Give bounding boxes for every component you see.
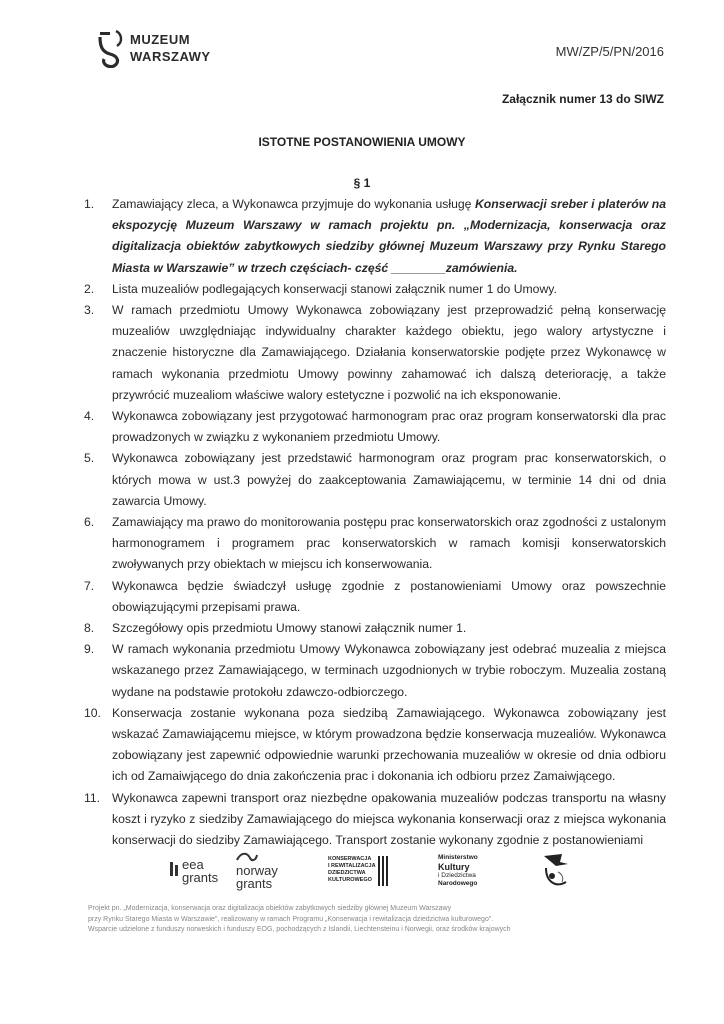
- norway-line1: norway: [236, 863, 278, 878]
- konserwacja-line1: KONSERWACJA: [328, 856, 372, 862]
- eea-flags-icon: [170, 862, 180, 876]
- clause-text: Wykonawca będzie świadczył usługę zgodnie z postanowieniami Umowy oraz powszechnie obowiązującymi przepisami prawa.: [112, 578, 666, 614]
- clause-item: [84, 703, 666, 788]
- logo-line2: WARSZAWY: [130, 49, 211, 64]
- clause-number: 1.: [84, 197, 95, 211]
- konserwacja-line3: DZIEDZICTWA: [328, 870, 366, 876]
- clause-item: [84, 279, 666, 300]
- clause-item: [84, 194, 666, 279]
- clause-number: 3.: [84, 303, 95, 318]
- konserwacja-bars-icon: [378, 856, 388, 886]
- clause-item: [84, 406, 666, 448]
- clause-text: Lista muzealiów podlegających konserwacji stanowi: [112, 281, 396, 296]
- clause-text: W ramach wykonania przedmiotu Umowy Wykonawca zobowiązany jest odebrać muzealia z miejsca wskazanego przez Zamawiającego, w terminach uzgodnionych w trybie roboczym. Muzealia zostaną wydane na podstawie protokołu zdawczo-odbiorczego.: [112, 642, 666, 699]
- clauses-list: [84, 194, 666, 851]
- clause-number: 9.: [84, 642, 95, 657]
- clause-text: .: [462, 621, 467, 636]
- clause-number: 2.: [84, 281, 95, 296]
- footer-line3: Wsparcie udzielone z funduszy norweskich i funduszy EOG, pochodzących z Islandii, Liechtensteinu i Norwegii, oraz środków krajowych: [88, 926, 511, 933]
- eea-line2: grants: [182, 870, 219, 885]
- konserwacja-line2: I REWITALIZACJA: [328, 863, 376, 869]
- clause-number: 8.: [84, 621, 95, 636]
- clause-item: [84, 576, 666, 618]
- muzeum-warszawy-logo: [96, 28, 236, 72]
- clause-text: załącznik numer 1 do Umowy: [395, 281, 554, 296]
- clause-text: Konserwacji sreber i platerów na ekspozycję Muzeum Warszawy w ramach projektu pn. „Modernizacja, konserwacja oraz digitalizacja obiektów zabytkowych siedziby głównej Muzeum Warszawy przy Rynku Starego Miasta w Warszawie” w trzech częściach- część ________zamówienia.: [112, 197, 666, 275]
- sponsor-logos: [170, 852, 590, 896]
- clause-number: 5.: [84, 451, 95, 466]
- clause-item: [84, 448, 666, 512]
- page-title: ISTOTNE POSTANOWIENIA UMOWY: [258, 135, 466, 149]
- norway-line2: grants: [236, 876, 273, 891]
- clause-text: Wykonawca zobowiązany jest przedstawić harmonogram oraz program prac konserwatorskich, o których mowa w ust.3 powyżej do zaakceptowania Zamawiającemu, w terminie 14 dni od dnia zawarcia Umowy.: [112, 451, 666, 508]
- clause-text: załącznik numer 1: [364, 621, 463, 636]
- footer-line1: Projekt pn. „Modernizacja, konserwacja oraz digitalizacja obiektów zabytkowych siedziby głównej Muzeum Warszawy: [88, 905, 452, 912]
- clause-number: 4.: [84, 409, 95, 424]
- ministry-line3: i Dziedzictwa: [438, 872, 476, 879]
- clause-text: Zamawiający zleca, a Wykonawca przyjmuje do wykonania usługę: [112, 197, 475, 211]
- clause-text: .: [553, 281, 557, 296]
- zabytki-logo: [538, 852, 578, 897]
- clause-item: [84, 618, 666, 639]
- clause-item: [84, 788, 666, 852]
- zabytki-emblem-icon: [538, 852, 574, 892]
- clause-item: [84, 639, 666, 703]
- clause-text: Konserwacja zostanie wykonana poza siedzibą Zamawiającego. Wykonawca zobowiązany jest wskazać Zamawiającemu miejsce, w którym prowadzona będzie konserwacja muzealiów. Wykonawca zobowiązany jest zapewnić odpowiednie warunki przechowania muzealiów w okresie od dnia odbioru ich od Zamaiwjącego do dnia zakończenia prac i dokonania ich odbioru przez Zamaiwjącego.: [112, 705, 666, 784]
- clause-item: [84, 300, 666, 406]
- eea-line1: eea: [182, 857, 204, 872]
- mermaid-logo-icon: [96, 28, 126, 68]
- annex-label: Załącznik numer 13 do SIWZ: [501, 92, 664, 106]
- clause-text: W ramach przedmiotu Umowy Wykonawca zobowiązany jest przeprowadzić pełną konserwację muzealiów uwzględniając indywidualny charakter każdego obiektu, jego walory artystyczne i znaczenie historyczne dla Zamawiającego. Działania konserwatorskie podjęte przez Wykonawcę w ramach wykonania przedmiotu Umowy powinny zahamować ich dalszą deteriorację, a także przywrócić muzealiom właściwe walory estetyczne i pozwolić na ich eksponowanie.: [112, 303, 666, 402]
- clause-number: 11.: [84, 790, 101, 805]
- clause-text: Wykonawca zapewni transport oraz niezbędne opakowania muzealiów podczas transportu na własny koszt i ryzyko z siedziby Zamawiającego do miejsca wykonania konserwacji oraz z miejsca wykonania konserwacji do siedziby Zamawiającego. Transport zostanie wykonany zgodnie z postanowieniami: [112, 790, 666, 848]
- document-reference: MW/ZP/5/PN/2016: [555, 44, 664, 59]
- ministry-culture-logo: [438, 854, 502, 888]
- logo-line1: MUZEUM: [130, 32, 191, 47]
- ministry-line4: Narodowego: [438, 880, 478, 887]
- logo-text: [130, 31, 211, 65]
- section-heading: § 1: [353, 176, 371, 190]
- clause-number: 6.: [84, 515, 95, 530]
- clause-text: Szczegółowy opis przedmiotu Umowy stanowi: [112, 621, 365, 636]
- norway-swirl-icon: [236, 852, 258, 862]
- konserwacja-line4: KULTUROWEGO: [328, 877, 372, 883]
- clause-number: 10.: [84, 705, 101, 720]
- footer-note: [88, 904, 648, 936]
- clause-item: [84, 512, 666, 576]
- ministry-line1: Ministerstwo: [438, 854, 478, 861]
- clause-text: Zamawiający ma prawo do monitorowania postępu prac konserwatorskich oraz zgodności z ustalonym harmonogramem i programem prac konserwatorskich w ramach komisji konserwatorskich zwoływanych przy obiektach w miejscu ich konserwowania.: [112, 515, 666, 572]
- clause-text: Wykonawca zobowiązany jest przygotować harmonogram prac oraz program konserwatorski dla prac prowadzonych w związku z wykonaniem przedmiotu Umowy.: [112, 409, 666, 445]
- footer-line2: przy Rynku Starego Miasta w Warszawie”, realizowany w ramach Programu „Konserwacja i rewitalizacja dziedzictwa kulturowego”.: [88, 915, 494, 923]
- clause-number: 7.: [84, 578, 95, 593]
- ministry-line2: Kultury: [438, 862, 470, 872]
